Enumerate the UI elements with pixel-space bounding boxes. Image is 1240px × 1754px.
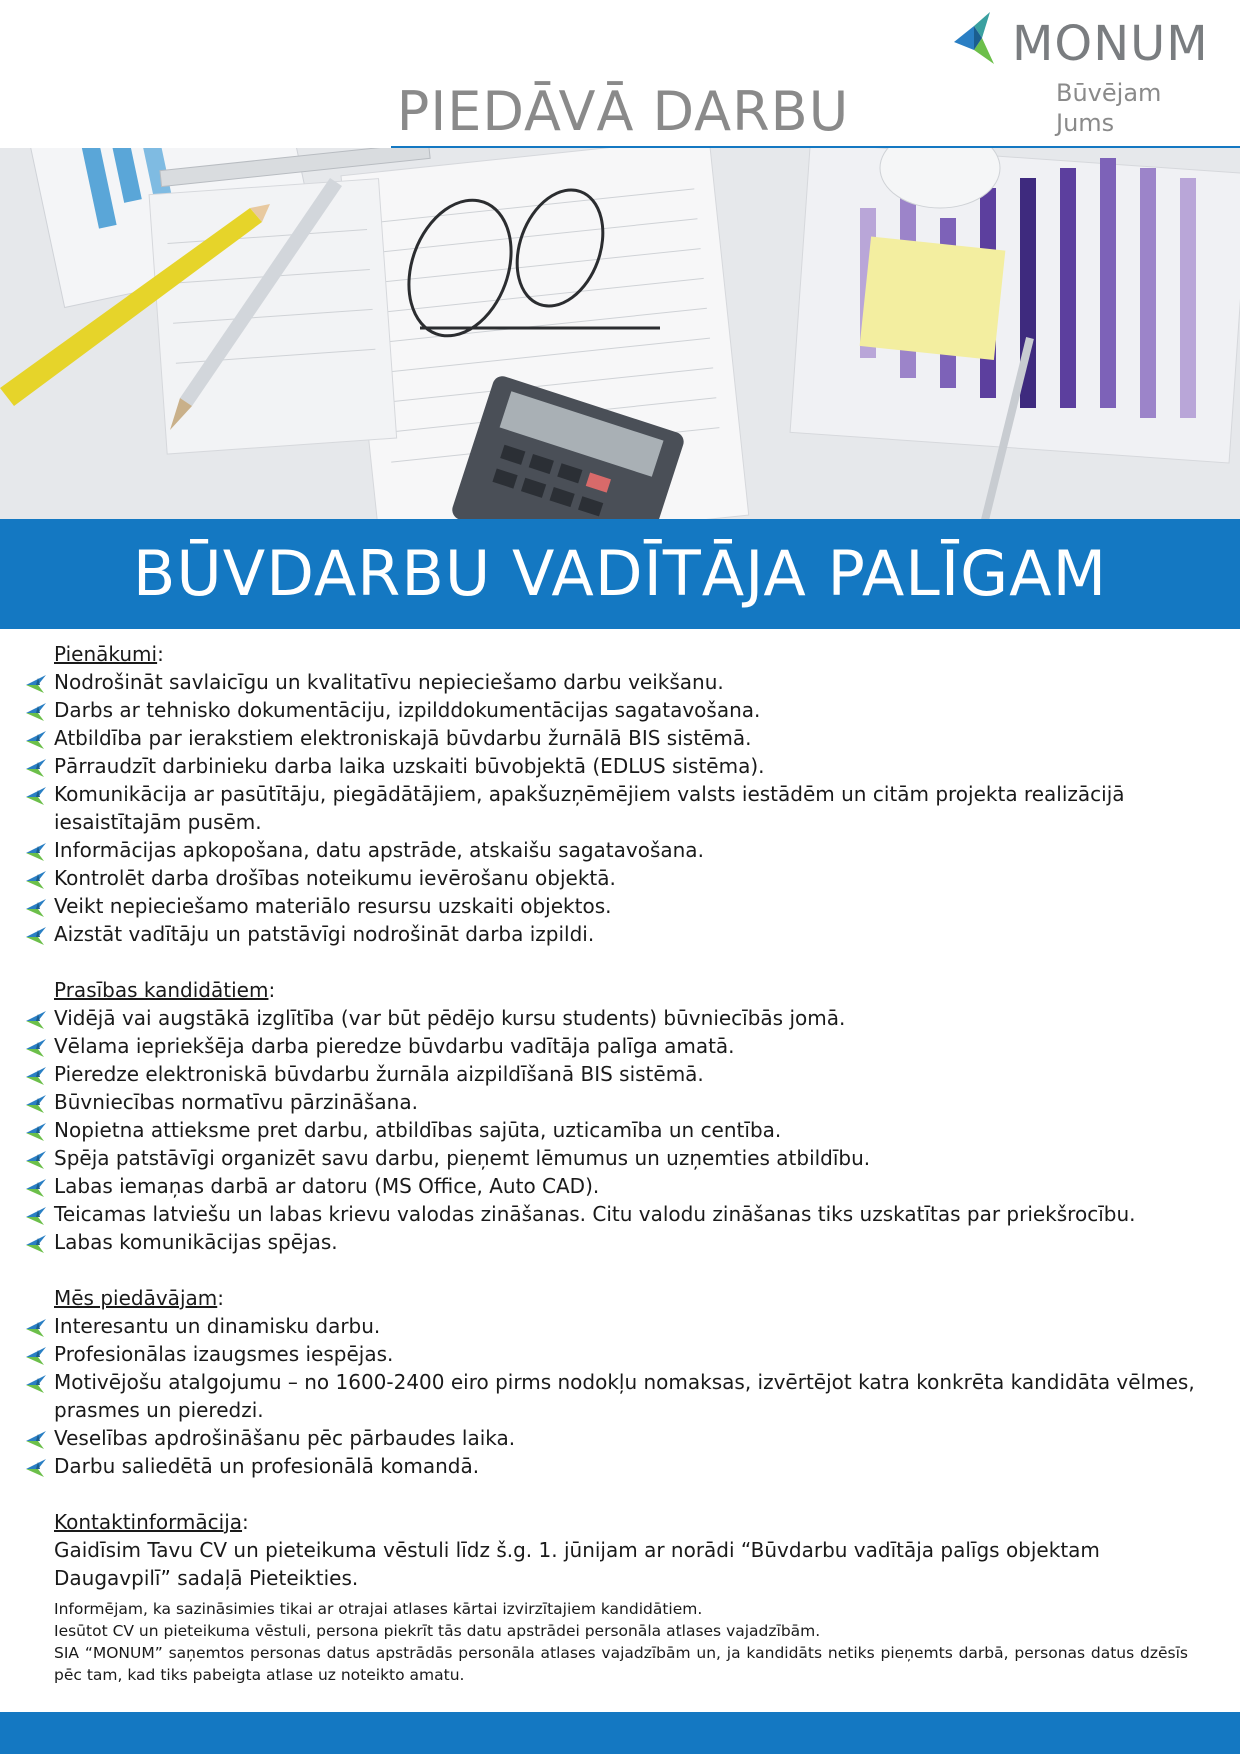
duties-heading: Pienākumi: [54, 642, 164, 666]
company-logo[interactable] [946, 12, 1216, 137]
bird-bullet-icon [26, 1067, 46, 1085]
bird-bullet-icon [26, 871, 46, 889]
job-description [0, 640, 1240, 1686]
requirements-heading: Prasības kandidātiem: [54, 978, 276, 1002]
logo-wordmark: MONUM [1012, 16, 1209, 72]
list-item: Būvniecības normatīvu pārzināšana. [0, 1088, 1240, 1116]
list-item: Atbildība par ierakstiem elektroniskajā būvdarbu žurnālā BIS sistēmā. [0, 724, 1240, 752]
list-item: Aizstāt vadītāju un patstāvīgi nodrošināt darba izpildi. [0, 920, 1240, 948]
footer-bar [0, 1712, 1240, 1754]
bird-bullet-icon [26, 675, 46, 693]
notice-line: SIA “MONUM” saņemtos personas datus apstrādās personāla atlases vajadzībām un, ja kandidāts netiks pieņemts darbā, personas datus dzēsīs pēc tam, kad tiks pabeigta atlase uz noteikto amatu. [54, 1644, 1188, 1684]
logo-tagline: Būvējam Jums [1056, 79, 1162, 137]
list-item: Interesantu un dinamisku darbu. [0, 1312, 1240, 1340]
list-item: Pārraudzīt darbinieku darba laika uzskaiti būvobjektā (EDLUS sistēma). [0, 752, 1240, 780]
contact-text: Gaidīsim Tavu CV un pieteikuma vēstuli līdz š.g. 1. jūnijam ar norādi “Būvdarbu vadītāja palīgs objektam Daugavpilī” sadaļā Pieteikties. [54, 1538, 1100, 1590]
offer-list [0, 1312, 1240, 1480]
list-item: Teicamas latviešu un labas krievu valodas zināšanas. Citu valodu zināšanas tiks uzskatītas par priekšrocību. [0, 1200, 1240, 1228]
notice-line: Informējam, ka sazināsimies tikai ar otrajai atlases kārtai izvirzītajiem kandidātiem. [54, 1600, 703, 1618]
list-item: Vēlama iepriekšēja darba pieredze būvdarbu vadītāja palīga amatā. [0, 1032, 1240, 1060]
list-item: Informācijas apkopošana, datu apstrāde, atskaišu sagatavošana. [0, 836, 1240, 864]
page-header [0, 0, 1240, 148]
office-desk-illustration [0, 148, 1240, 520]
bird-bullet-icon [26, 1151, 46, 1169]
list-item: Darbs ar tehnisko dokumentāciju, izpilddokumentācijas sagatavošana. [0, 696, 1240, 724]
duties-list [0, 668, 1240, 948]
list-item: Pieredze elektroniskā būvdarbu žurnāla aizpildīšanā BIS sistēmā. [0, 1060, 1240, 1088]
requirements-list [0, 1004, 1240, 1256]
bird-bullet-icon [26, 759, 46, 777]
offer-heading: Mēs piedāvājam: [54, 1286, 224, 1310]
hero-image [0, 148, 1240, 520]
notice-line: Iesūtot CV un pieteikuma vēstuli, persona piekrīt tās datu apstrādei personāla atlases vajadzībām. [54, 1622, 821, 1640]
bird-bullet-icon [26, 787, 46, 805]
contact-heading: Kontaktinformācija: [54, 1510, 249, 1534]
list-item: Nopietna attieksme pret darbu, atbildības sajūta, uzticamība un centība. [0, 1116, 1240, 1144]
job-title-banner: BŪVDARBU VADĪTĀJA PALĪGAM [0, 519, 1240, 629]
monum-logo-icon [946, 12, 1002, 70]
bird-bullet-icon [26, 1207, 46, 1225]
list-item: Profesionālas izaugsmes iespējas. [0, 1340, 1240, 1368]
bird-bullet-icon [26, 1319, 46, 1337]
bird-bullet-icon [26, 1123, 46, 1141]
list-item: Labas iemaņas darbā ar datoru (MS Office, Auto CAD). [0, 1172, 1240, 1200]
bird-bullet-icon [26, 843, 46, 861]
list-item: Labas komunikācijas spējas. [0, 1228, 1240, 1256]
privacy-notice [54, 1598, 1188, 1686]
list-item: Spēja patstāvīgi organizēt savu darbu, pieņemt lēmumus un uzņemties atbildību. [0, 1144, 1240, 1172]
bird-bullet-icon [26, 731, 46, 749]
list-item: Kontrolēt darba drošības noteikumu ievērošanu objektā. [0, 864, 1240, 892]
bird-bullet-icon [26, 1459, 46, 1477]
list-item: Nodrošināt savlaicīgu un kvalitatīvu nepieciešamo darbu veikšanu. [0, 668, 1240, 696]
bird-bullet-icon [26, 1179, 46, 1197]
list-item: Motivējošu atalgojumu – no 1600-2400 eiro pirms nodokļu nomaksas, izvērtējot katra konkrēta kandidāta vēlmes, prasmes un pieredzi. [0, 1368, 1240, 1424]
list-item: Darbu saliedētā un profesionālā komandā. [0, 1452, 1240, 1480]
bird-bullet-icon [26, 1235, 46, 1253]
list-item: Veselības apdrošināšanu pēc pārbaudes laika. [0, 1424, 1240, 1452]
bird-bullet-icon [26, 899, 46, 917]
bird-bullet-icon [26, 1011, 46, 1029]
bird-bullet-icon [26, 1431, 46, 1449]
bird-bullet-icon [26, 927, 46, 945]
list-item: Vidējā vai augstākā izglītība (var būt pēdējo kursu students) būvniecībās jomā. [0, 1004, 1240, 1032]
bird-bullet-icon [26, 1039, 46, 1057]
bird-bullet-icon [26, 703, 46, 721]
list-item: Veikt nepieciešamo materiālo resursu uzskaiti objektos. [0, 892, 1240, 920]
bird-bullet-icon [26, 1347, 46, 1365]
bird-bullet-icon [26, 1095, 46, 1113]
bird-bullet-icon [26, 1375, 46, 1393]
page-headline: PIEDĀVĀ DARBU [396, 80, 850, 143]
list-item: Komunikācija ar pasūtītāju, piegādātājiem, apakšuzņēmējiem valsts iestādēm un citām projekta realizācijā iesaistītajām pusēm. [0, 780, 1240, 836]
